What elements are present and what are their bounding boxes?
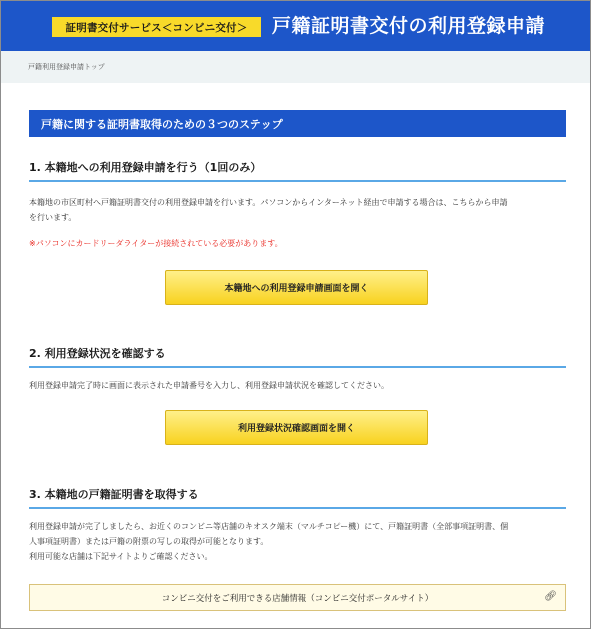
step3-description-line3: 利用可能な店舗は下記サイトよりご確認ください。 [29, 552, 213, 561]
step1-title: 1. 本籍地への利用登録申請を行う（1回のみ） [29, 159, 566, 182]
open-status-check-button[interactable]: 利用登録状況確認画面を開く [165, 410, 428, 445]
open-registration-button[interactable]: 本籍地への利用登録申請画面を開く [165, 270, 428, 305]
breadcrumb: 戸籍利用登録申請トップ [28, 63, 105, 71]
page-title: 戸籍証明書交付の利用登録申請 [272, 15, 546, 37]
step1-description-line1: 本籍地の市区町村へ戸籍証明書交付の利用登録申請を行います。パソコンからインターネット経由で申請する場合は、こちらから申請 [29, 198, 508, 207]
step3-title: 3. 本籍地の戸籍証明書を取得する [29, 486, 566, 509]
link-icon: 🔗︎ [544, 591, 557, 602]
portal-link-label: コンビニ交付をご利用できる店舗情報（コンビニ交付ポータルサイト） [161, 593, 434, 604]
step2-title: 2. 利用登録状況を確認する [29, 345, 566, 368]
step1-warning: ※パソコンにカードリーダライターが接続されている必要があります。 [29, 239, 283, 248]
step1-description [29, 195, 566, 225]
step3-description-line1: 利用登録申請が完了しましたら、お近くのコンビニ等店舗のキオスク端末（マルチコピー機）にて、戸籍証明書（全部事項証明書、個 [29, 522, 509, 531]
breadcrumb-bar [1, 51, 590, 83]
service-badge: 証明書交付サービス＜コンビニ交付＞ [52, 17, 261, 37]
site-header [1, 1, 590, 51]
step2-description: 利用登録申請完了時に画面に表示された申請番号を入力し、利用登録申請状況を確認してください。 [29, 381, 389, 390]
step3-description-line2: 人事項証明書）または戸籍の附票の写しの取得が可能となります。 [29, 537, 269, 546]
step3-description [29, 519, 566, 564]
step1-description-line2: を行います。 [29, 213, 77, 222]
steps-banner: 戸籍に関する証明書取得のための３つのステップ [29, 110, 566, 137]
convenience-store-portal-link[interactable] [29, 584, 566, 611]
